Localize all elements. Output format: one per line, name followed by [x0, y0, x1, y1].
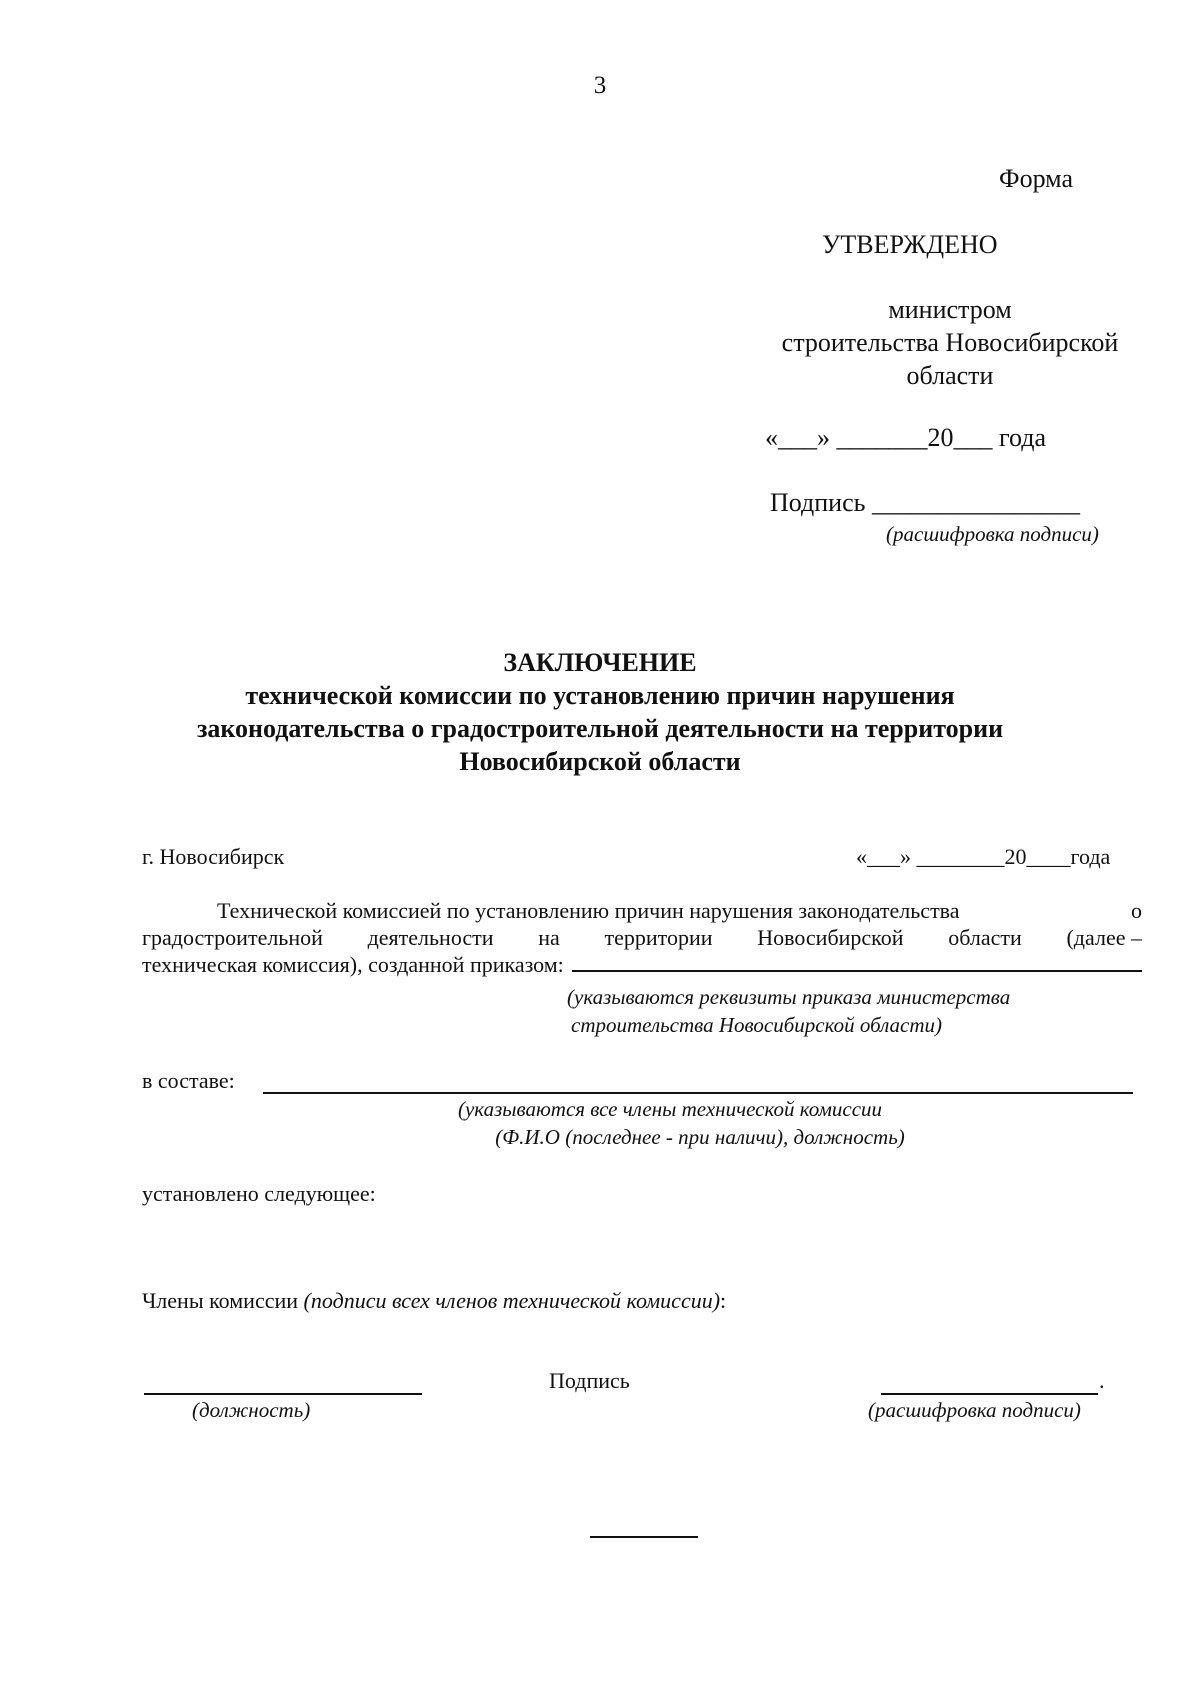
- approver-block: [700, 293, 1200, 392]
- document-date-field: «___» ________20____года: [856, 844, 1111, 869]
- paragraph-word: на: [538, 925, 560, 950]
- approved-heading: УТВЕРЖДЕНО: [822, 230, 998, 259]
- decode-dot: .: [1099, 1368, 1105, 1393]
- approval-signature-hint: (расшифровка подписи): [886, 522, 1099, 546]
- composition-blank-line: [263, 1092, 1133, 1094]
- paragraph-line-3: [142, 951, 1142, 978]
- title-line: Новосибирской области: [459, 747, 741, 776]
- composition-hint: [0, 1095, 1200, 1151]
- paragraph-word: территории: [604, 925, 713, 950]
- approver-line: области: [906, 361, 994, 390]
- hint-line: (указываются все члены технической комиссии: [457, 1097, 883, 1121]
- paragraph-word: (далее –: [1066, 925, 1142, 950]
- city-label: г. Новосибирск: [142, 844, 285, 869]
- paragraph-word: о: [1131, 898, 1142, 923]
- decode-hint: (расшифровка подписи): [868, 1398, 1081, 1422]
- form-label: Форма: [999, 164, 1073, 193]
- document-title: [0, 646, 1200, 778]
- members-colon: :: [720, 1288, 727, 1313]
- order-blank-line: [572, 951, 1142, 972]
- paragraph-word: Новосибирской: [757, 925, 904, 950]
- title-line: законодательства о градостроительной деятельности на территории: [196, 714, 1004, 743]
- approval-signature-field: Подпись ________________: [770, 488, 1080, 517]
- members-label: [142, 1288, 726, 1314]
- paragraph-word: деятельности: [367, 925, 494, 950]
- hint-line: (Ф.И.О (последнее - при наличи), должность): [495, 1125, 905, 1149]
- decode-blank-line: [881, 1393, 1098, 1395]
- members-text: Члены комиссии: [142, 1288, 304, 1313]
- composition-label: в составе:: [142, 1068, 235, 1093]
- signature-label: Подпись: [549, 1368, 630, 1393]
- order-hint: [567, 983, 1010, 1039]
- hint-line: (указываются реквизиты приказа министерства: [567, 985, 1011, 1009]
- paragraph-word: области: [948, 925, 1022, 950]
- title-line: ЗАКЛЮЧЕНИЕ: [503, 648, 697, 677]
- position-hint: (должность): [192, 1398, 311, 1422]
- hint-line: строительства Новосибирской области): [571, 1013, 943, 1037]
- members-hint: (подписи всех членов технической комиссии): [303, 1288, 721, 1313]
- paragraph-word: техническая комиссия), созданной приказом:: [142, 952, 564, 977]
- paragraph-word: градостроительной: [142, 925, 323, 950]
- end-divider: [590, 1536, 698, 1538]
- approver-line: министром: [888, 295, 1012, 324]
- title-line: технической комиссии по установлению причин нарушения: [245, 681, 955, 710]
- intro-paragraph: [142, 897, 1142, 978]
- position-blank-line: [144, 1393, 422, 1395]
- approval-date-field: «___» _______20___ года: [765, 423, 1047, 452]
- established-label: установлено следующее:: [142, 1181, 376, 1206]
- page-number: 3: [593, 72, 607, 99]
- paragraph-word: Технической комиссией по установлению причин нарушения законодательства: [217, 898, 960, 923]
- paragraph-line-2: [142, 924, 1142, 951]
- approver-line: строительства Новосибирской: [781, 328, 1119, 357]
- paragraph-line-1: [142, 897, 1142, 924]
